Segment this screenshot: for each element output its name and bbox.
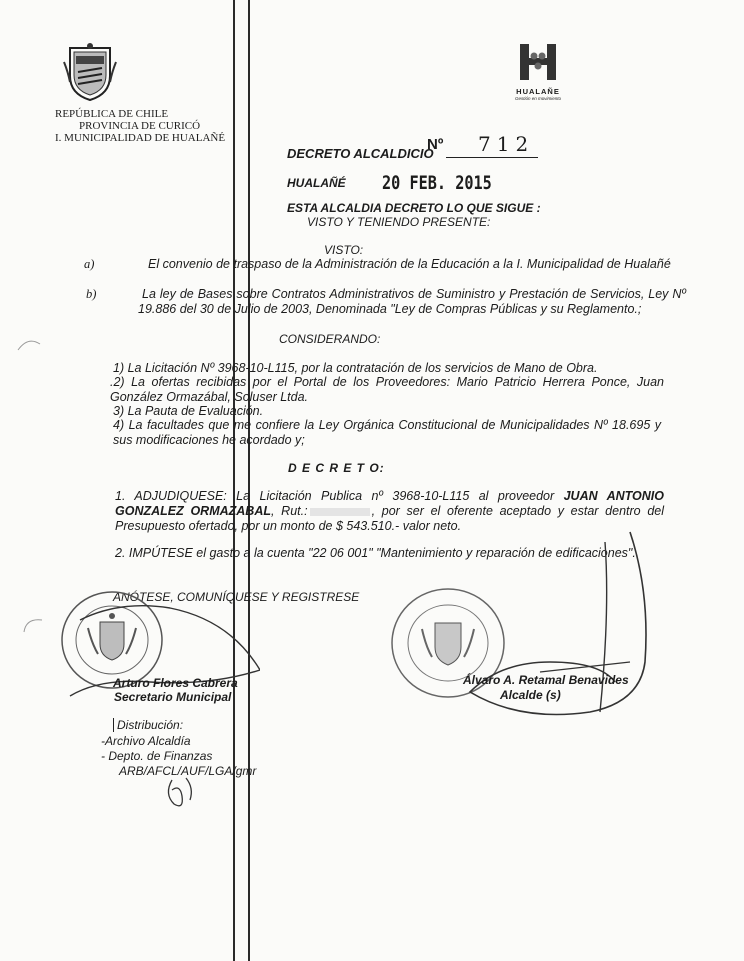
decree-intro: ESTA ALCALDIA DECRETO LO QUE SIGUE :: [287, 201, 541, 215]
letterhead-municipalidad: I. MUNICIPALIDAD DE HUALAÑÉ: [55, 132, 226, 144]
punch-mark-lower-icon: [20, 614, 46, 636]
visto-item-b-marker: b): [86, 287, 97, 301]
secretary-name: Arturo Flores Cabrera: [113, 676, 238, 690]
chile-coat-of-arms-icon: [62, 42, 118, 102]
decreto-heading: D E C R E T O:: [288, 461, 385, 475]
considerando-item-1: 1) La Licitación Nº 3968-10-L115, por la contratación de los servicios de Mano de Obra.: [113, 361, 598, 375]
visto-heading: VISTO:: [324, 243, 364, 257]
binder-line-left: [233, 0, 235, 961]
letterhead-provincia: PROVINCIA DE CURICÓ: [79, 120, 201, 132]
considerando-item-3: 3) La Pauta de Evaluación.: [113, 404, 264, 418]
visto-teniendo: VISTO Y TENIENDO PRESENTE:: [307, 215, 491, 229]
distribution-item-archivo: -Archivo Alcaldía: [101, 734, 191, 748]
considerando-heading: CONSIDERANDO:: [279, 332, 381, 346]
visto-item-b: [86, 287, 686, 317]
visto-item-a-text: El convenio de traspaso de la Administración de la Educación a la I. Municipalidad de Hualañé: [148, 257, 671, 271]
decreto-item-1-text-c: , por ser el oferente aceptado y estar dentro del Presupuesto ofertado, por un monto de $ 543.510.- valor neto.: [115, 504, 665, 533]
punch-mark-upper-icon: [16, 334, 42, 354]
distribution-list: [101, 734, 212, 764]
considerando-item-2: .2) La ofertas recibidas por el Portal de los Proveedores: Mario Patricio Herrera Ponce, Juan González Ormazábal, Soluser Ltda.: [110, 375, 664, 404]
distribution-item-finanzas: - Depto. de Finanzas: [101, 749, 213, 763]
hualane-logo: [510, 42, 566, 101]
proveedor-name: JUAN ANTONIO GONZALEZ ORMAZABAL: [115, 489, 664, 518]
distribution-heading: Distribución:: [117, 718, 184, 732]
mayor-title: Alcalde (s): [500, 688, 561, 702]
considerando-item-4: 4) La facultades que me confiere la Ley Orgánica Constitucional de Municipalidades Nº 18.695 y sus modificaciones he acordado y;: [113, 418, 661, 447]
decree-no-label: Nº: [427, 136, 444, 153]
decree-label: DECRETO ALCALDICIO: [287, 146, 434, 161]
logo-tagline: Gestión en movimiento: [514, 96, 562, 101]
decree-date-stamp: 20 FEB. 2015: [382, 172, 492, 194]
handwritten-initial-icon: [160, 770, 204, 816]
visto-item-a-marker: a): [84, 257, 95, 271]
decreto-item-2: 2. IMPÚTESE el gasto a la cuenta "22 06 001" "Mantenimiento y reparación de edificaciones".: [115, 546, 636, 560]
logo-name: HUALAÑE: [516, 87, 560, 96]
decreto-item-1-text-a: 1. ADJUDIQUESE: La Licitación Publica nº 3968-10-L115 al proveedor: [115, 489, 564, 503]
visto-item-a: [84, 257, 696, 272]
distribution-initials: ARB/AFCL/AUF/LGA/gmr: [119, 764, 257, 778]
closing-line: ANÓTESE, COMUNÍQUESE Y REGISTRESE: [113, 590, 360, 604]
binder-line-right: [248, 0, 250, 961]
secretary-title: Secretario Municipal: [114, 690, 232, 704]
letterhead: [55, 108, 225, 144]
decreto-item-1-text-b: , Rut.:: [271, 504, 308, 518]
rut-redacted: [310, 508, 370, 516]
letterhead-republica: REPÚBLICA DE CHILE: [55, 108, 169, 120]
decree-place: HUALAÑÉ: [287, 176, 346, 190]
decree-number-underline: [446, 157, 538, 158]
visto-item-b-text: La ley de Bases sobre Contratos Administrativos de Suministro y Prestación de Servicios, Ley Nº 19.886 del 30 de Julio de 2003, Denominada "Ley de Compras Públicas y su Reglamento.;: [138, 287, 686, 316]
hualane-logo-icon: [516, 42, 560, 82]
mayor-signature-icon: [440, 512, 670, 742]
mayor-name: Álvaro A. Retamal Benavides: [463, 673, 629, 687]
distribution-block: [113, 718, 183, 732]
decree-number: 712: [478, 132, 535, 156]
